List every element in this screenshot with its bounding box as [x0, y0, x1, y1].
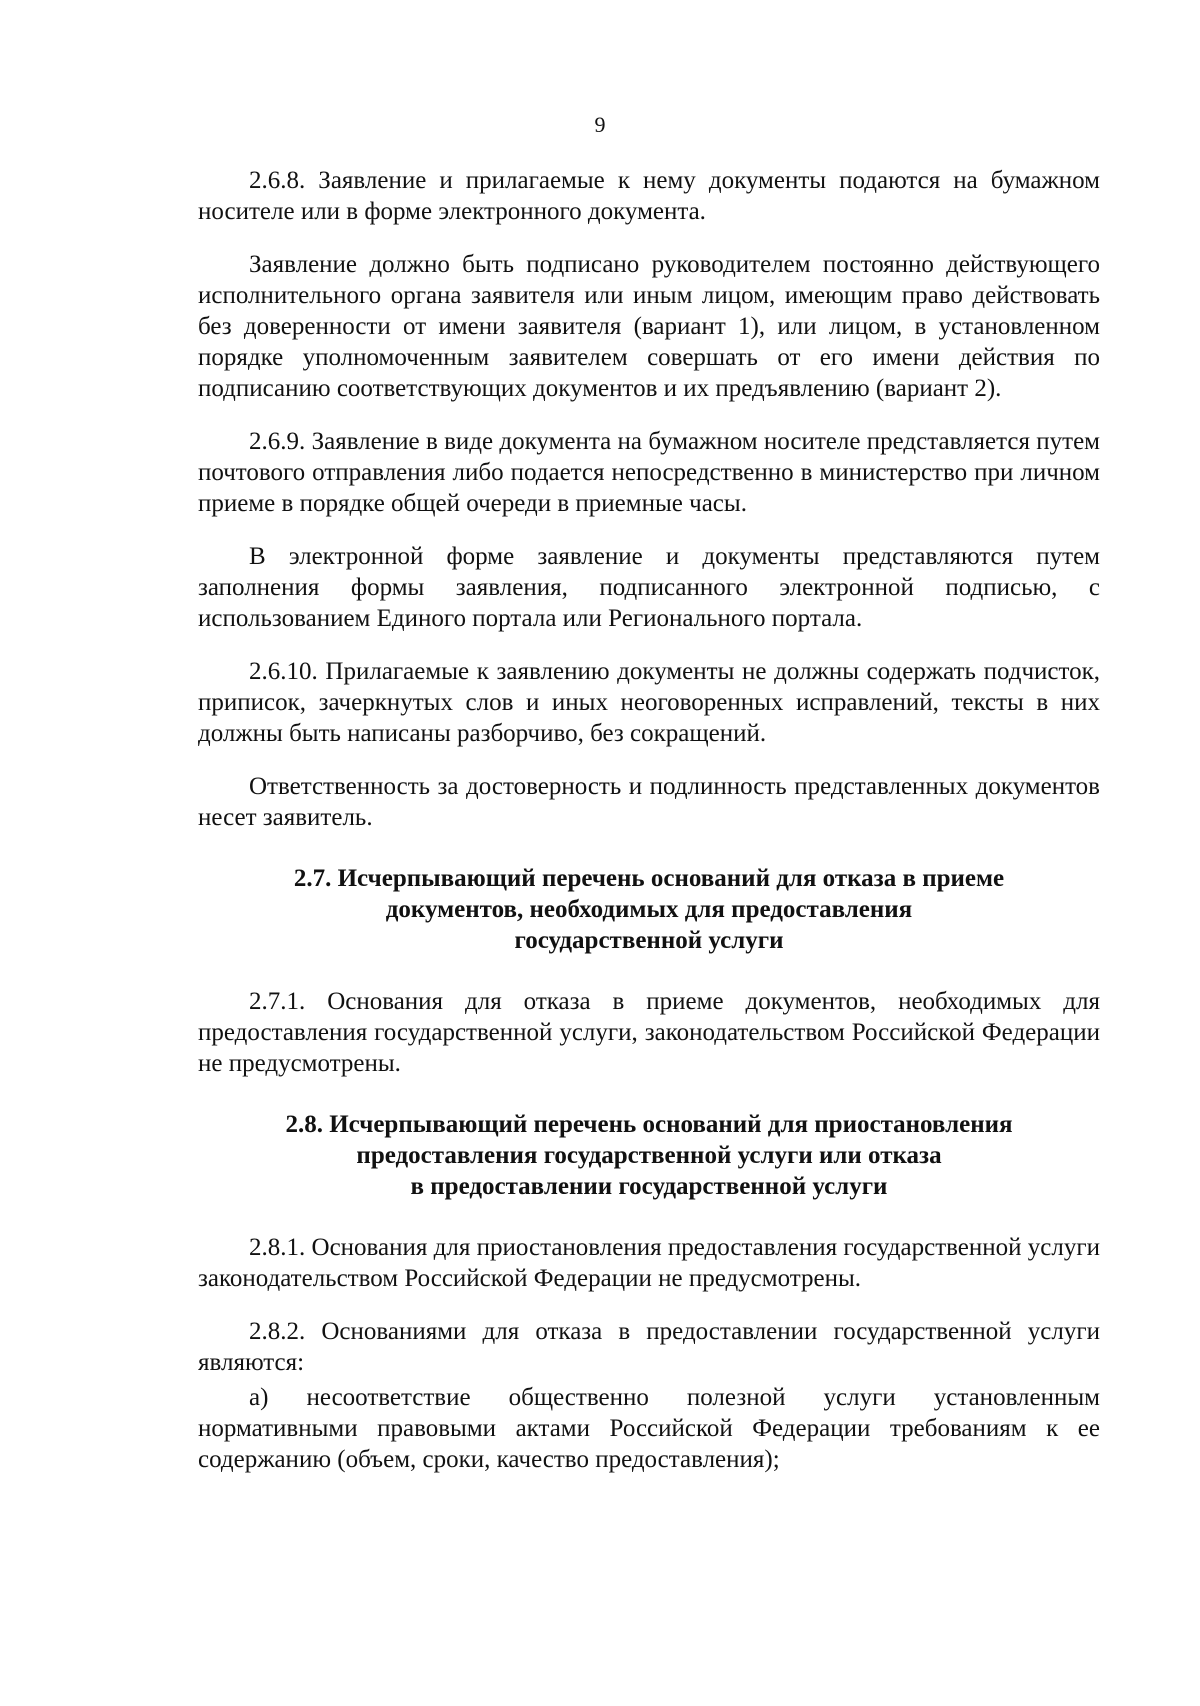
- heading-line: 2.8. Исчерпывающий перечень оснований для приостановления: [285, 1111, 1013, 1138]
- paragraph-2-6-10: 2.6.10. Прилагаемые к заявлению документы не должны содержать подчисток, приписок, зачеркнутых слов и иных неоговоренных исправлений, тексты в них должны быть написаны разборчиво, без сокращений.: [198, 658, 1100, 747]
- paragraph-electronic-form: В электронной форме заявление и документы представляются путем заполнения формы заявления, подписанного электронной подписью, с использованием Единого портала или Регионального портала.: [198, 543, 1100, 632]
- document-body: [198, 165, 1100, 1497]
- heading-line: в предоставлении государственной услуги: [410, 1173, 888, 1200]
- section-heading-2-7: [198, 863, 1100, 956]
- paragraph-2-8-1: 2.8.1. Основания для приостановления предоставления государственной услуги законодательством Российской Федерации не предусмотрены.: [198, 1234, 1100, 1292]
- heading-line: 2.7. Исчерпывающий перечень оснований для отказа в приеме: [293, 865, 1005, 892]
- heading-line: государственной услуги: [514, 927, 784, 954]
- section-heading-2-8: [198, 1109, 1100, 1202]
- paragraph-2-8-2: 2.8.2. Основаниями для отказа в предоставлении государственной услуги являются:: [198, 1318, 1100, 1376]
- paragraph-signature-requirement: Заявление должно быть подписано руководителем постоянно действующего исполнительного органа заявителя или иным лицом, имеющим право действовать без доверенности от имени заявителя (вариант 1), или лицом, в установленном порядке уполномоченным заявителем совершать от его имени действия по подписанию соответствующих документов и их предъявлению (вариант 2).: [198, 251, 1100, 402]
- list-item-a: а) несоответствие общественно полезной услуги установленным нормативными правовыми актами Российской Федерации требованиям к ее содержанию (объем, сроки, качество предоставления);: [198, 1384, 1100, 1473]
- paragraph-2-6-9: 2.6.9. Заявление в виде документа на бумажном носителе представляется путем почтового отправления либо подается непосредственно в министерство при личном приеме в порядке общей очереди в приемные часы.: [198, 428, 1100, 517]
- paragraph-2-7-1: 2.7.1. Основания для отказа в приеме документов, необходимых для предоставления государственной услуги, законодательством Российской Федерации не предусмотрены.: [198, 988, 1100, 1077]
- paragraph-responsibility: Ответственность за достоверность и подлинность представленных документов несет заявитель.: [198, 773, 1100, 831]
- page-number: 9: [594, 112, 606, 137]
- paragraph-2-6-8: 2.6.8. Заявление и прилагаемые к нему документы подаются на бумажном носителе или в форме электронного документа.: [198, 167, 1100, 225]
- heading-line: документов, необходимых для предоставления: [385, 896, 913, 923]
- heading-line: предоставления государственной услуги или отказа: [356, 1142, 942, 1169]
